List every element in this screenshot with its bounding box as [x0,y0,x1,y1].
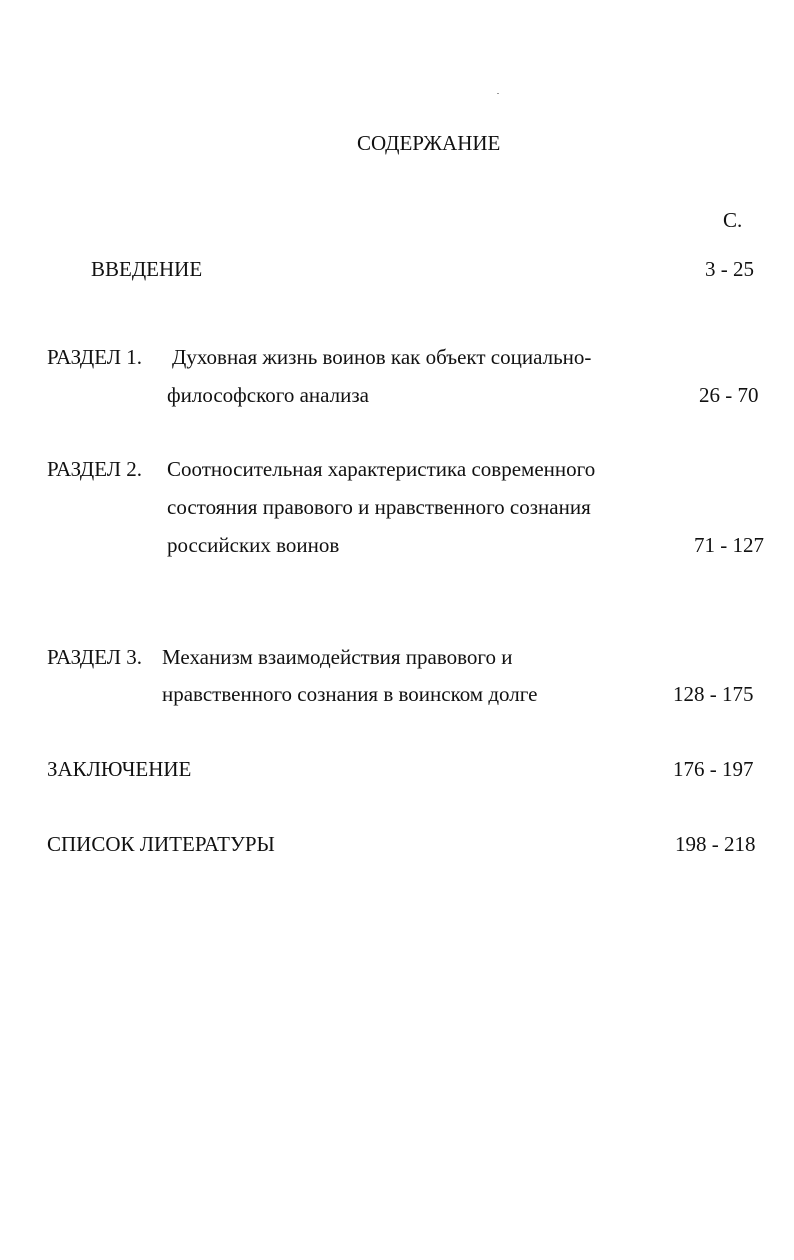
conclusion-pages: 176 - 197 [673,757,754,781]
conclusion-label: ЗАКЛЮЧЕНИЕ [47,757,192,781]
section-1-title-line-2: философского анализа [167,383,369,407]
intro-label: ВВЕДЕНИЕ [91,257,203,281]
section-2-pages: 71 - 127 [694,533,764,557]
intro-pages: 3 - 25 [705,257,754,281]
section-3-prefix: РАЗДЕЛ 3. [47,645,142,669]
section-1-pages: 26 - 70 [699,383,759,407]
section-2-title-line-3: российских воинов [167,533,340,557]
section-1-prefix: РАЗДЕЛ 1. [47,345,142,369]
scan-speck [497,93,499,94]
page-column-header: С. [723,208,743,232]
section-2-title-line-2: состояния правового и нравственного сознания [167,495,591,519]
toc-title: СОДЕРЖАНИЕ [357,131,501,155]
section-1-title-line-1: Духовная жизнь воинов как объект социально- [172,345,592,369]
section-2-title-line-1: Соотносительная характеристика современного [167,457,596,481]
section-3-title-line-1: Механизм взаимодействия правового и [162,645,513,669]
section-3-pages: 128 - 175 [673,682,754,706]
section-3-title-line-2: нравственного сознания в воинском долге [162,682,538,706]
bibliography-pages: 198 - 218 [675,832,756,856]
section-2-prefix: РАЗДЕЛ 2. [47,457,142,481]
bibliography-label: СПИСОК ЛИТЕРАТУРЫ [47,832,275,856]
